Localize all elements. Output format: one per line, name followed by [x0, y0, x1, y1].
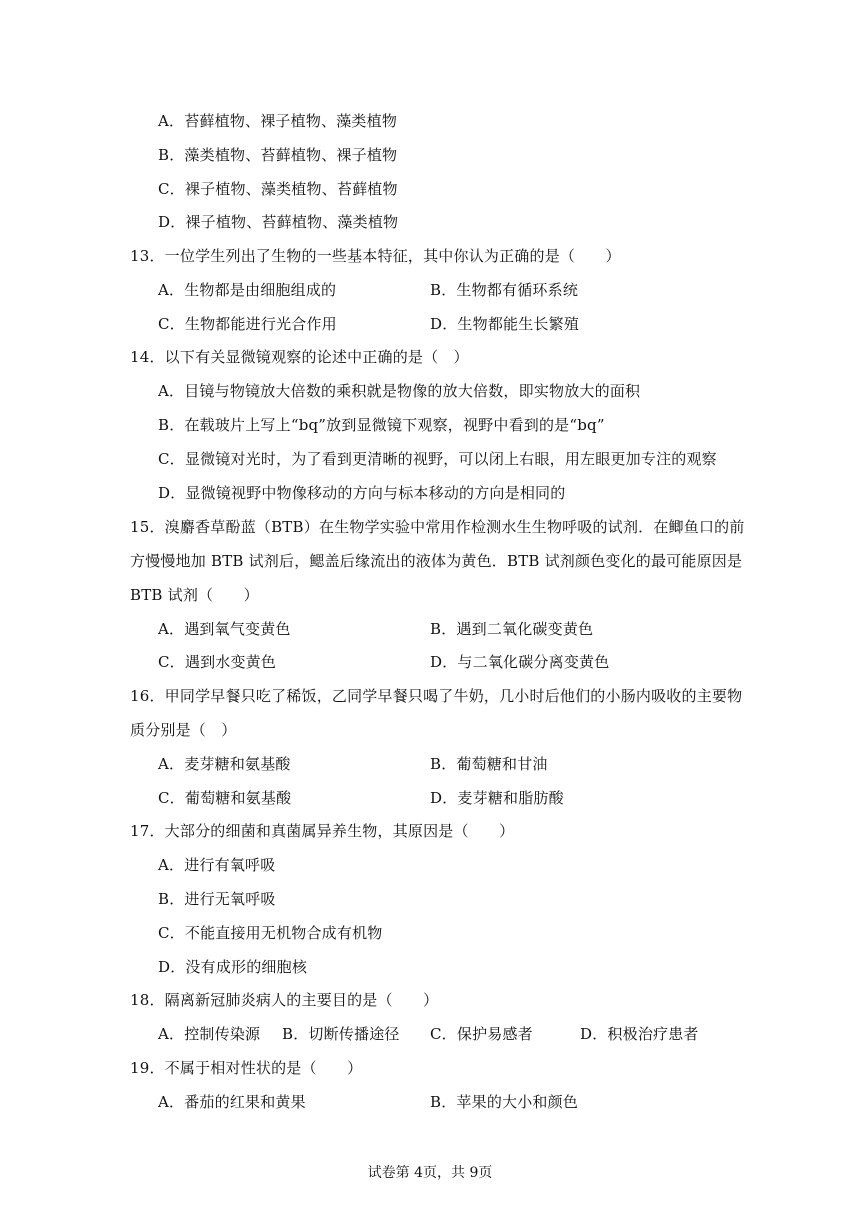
q19-option-b: B．苹果的大小和颜色	[430, 1093, 579, 1111]
q18-option-b: B．切断传播途径	[282, 1025, 400, 1043]
q13-option-c: C．生物都能进行光合作用	[158, 315, 337, 333]
q18-option-a: A．控制传染源	[158, 1025, 261, 1043]
q16-option-a: A．麦芽糖和氨基酸	[158, 755, 291, 773]
q14-option-b: B．在载玻片上写上“bq”放到显微镜下观察，视野中看到的是“bq”	[158, 416, 605, 434]
q15-option-c: C．遇到水变黄色	[158, 653, 277, 671]
q16-stem-line-1: 16．甲同学早餐只吃了稀饭，乙同学早餐只喝了牛奶，几小时后他们的小肠内吸收的主要物	[130, 687, 743, 705]
q16-option-b: B．葡萄糖和甘油	[430, 755, 548, 773]
q16-option-d: D．麦芽糖和脂肪酸	[430, 789, 564, 807]
q13-stem: 13．一位学生列出了生物的一些基本特征，其中你认为正确的是（ ）	[130, 247, 621, 265]
q12-option-c: C．裸子植物、藻类植物、苔藓植物	[158, 180, 398, 198]
q14-option-c: C．显微镜对光时，为了看到更清晰的视野，可以闭上右眼，用左眼更加专注的观察	[158, 450, 717, 468]
q14-stem: 14．以下有关显微镜观察的论述中正确的是（ ）	[130, 348, 469, 366]
q12-option-d: D．裸子植物、苔藓植物、藻类植物	[158, 213, 399, 231]
q13-option-d: D．生物都能生长繁殖	[430, 315, 580, 333]
q16-stem-line-2: 质分别是（ ）	[130, 721, 237, 739]
q18-stem: 18．隔离新冠肺炎病人的主要目的是（ ）	[130, 991, 439, 1009]
q15-option-b: B．遇到二氧化碳变黄色	[430, 620, 594, 638]
q18-option-d: D．积极治疗患者	[580, 1025, 699, 1043]
q19-option-a: A．番茄的红果和黄果	[158, 1093, 306, 1111]
q12-option-b: B．藻类植物、苔藓植物、裸子植物	[158, 146, 398, 164]
q15-stem-line-1: 15．溴麝香草酚蓝（BTB）在生物学实验中常用作检测水生生物呼吸的试剂．在鲫鱼口的前	[130, 518, 745, 536]
page-footer: 试卷第 4页，共 9页	[367, 1165, 493, 1181]
q17-option-b: B．进行无氧呼吸	[158, 890, 276, 908]
q19-stem: 19．不属于相对性状的是（ ）	[130, 1059, 363, 1077]
q18-option-c: C．保护易感者	[430, 1025, 533, 1043]
q13-option-b: B．生物都有循环系统	[430, 281, 579, 299]
q13-option-a: A．生物都是由细胞组成的	[158, 281, 337, 299]
q17-option-a: A．进行有氧呼吸	[158, 856, 276, 874]
q15-stem-line-3: BTB 试剂（ ）	[130, 586, 259, 604]
q17-option-d: D．没有成形的细胞核	[158, 958, 308, 976]
q17-option-c: C．不能直接用无机物合成有机物	[158, 924, 383, 942]
q12-option-a: A．苔藓植物、裸子植物、藻类植物	[158, 112, 398, 130]
q15-stem-line-2: 方慢慢地加 BTB 试剂后，鳃盖后缘流出的液体为黄色．BTB 试剂颜色变化的最可能原因是	[130, 552, 743, 570]
q15-option-a: A．遇到氧气变黄色	[158, 620, 291, 638]
q17-stem: 17．大部分的细菌和真菌属异养生物，其原因是（ ）	[130, 822, 515, 840]
q14-option-a: A．目镜与物镜放大倍数的乘积就是物像的放大倍数，即实物放大的面积	[158, 382, 641, 400]
q15-option-d: D．与二氧化碳分离变黄色	[430, 653, 610, 671]
q14-option-d: D．显微镜视野中物像移动的方向与标本移动的方向是相同的	[158, 484, 566, 502]
q16-option-c: C．葡萄糖和氨基酸	[158, 789, 292, 807]
